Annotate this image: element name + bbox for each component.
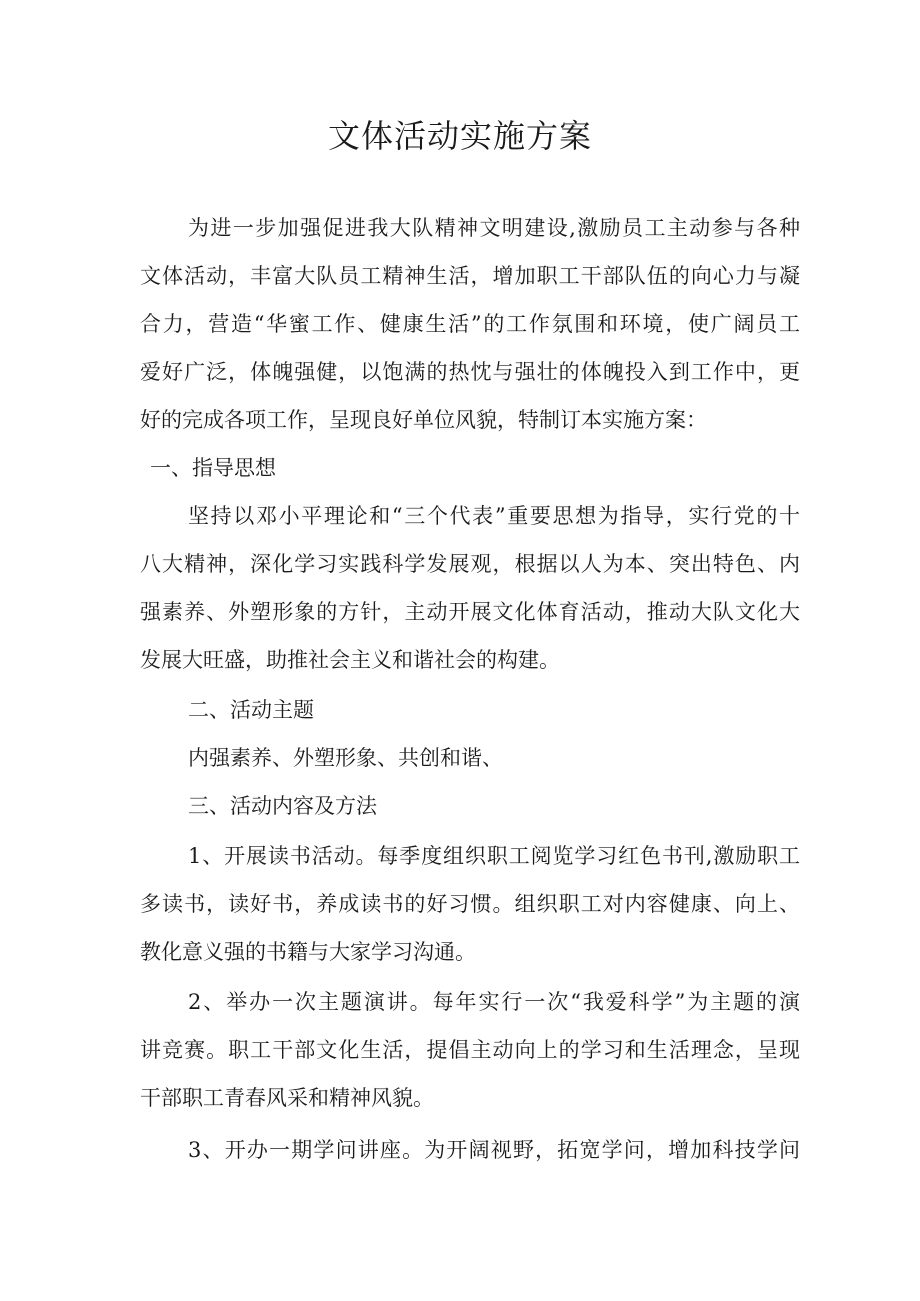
paragraph-line: 内强素养、外塑形象、共创和谐、	[188, 746, 503, 770]
paragraph-line: 1、开展读书活动。每季度组织职工阅览学习红色书刊,激励职工	[188, 844, 800, 868]
paragraph-line: 讲竞赛。职工干部文化生活，提倡主动向上的学习和生活理念，呈现	[140, 1038, 800, 1062]
paragraph-line: 为进一步加强促进我大队精神文明建设,激励员工主动参与各种	[188, 216, 800, 240]
paragraph-line: 干部职工青春风采和精神风貌。	[140, 1086, 434, 1110]
paragraph-line: 强素养、外塑形象的方针，主动开展文化体育活动，推动大队文化大	[140, 600, 800, 624]
paragraph-line: 3、开办一期学问讲座。为开阔视野，拓宽学问，增加科技学问	[188, 1138, 800, 1162]
section-heading-activity-theme: 二、活动主题	[188, 698, 314, 722]
paragraph-line: 爱好广泛，体魄强健，以饱满的热忱与强壮的体魄投入到工作中，更	[140, 360, 800, 384]
paragraph-line: 坚持以邓小平理论和“三个代表”重要思想为指导，实行党的十	[188, 504, 800, 528]
paragraph-line: 发展大旺盛，助推社会主义和谐社会的构建。	[140, 648, 560, 672]
paragraph-line: 合力，营造“华蜜工作、健康生活”的工作氛围和环境，使广阔员工	[140, 312, 800, 336]
paragraph-line: 教化意义强的书籍与大家学习沟通。	[140, 940, 476, 964]
paragraph-line: 好的完成各项工作，呈现良好单位风貌，特制订本实施方案：	[140, 408, 707, 432]
paragraph-line: 文体活动，丰富大队员工精神生活，增加职工干部队伍的向心力与凝	[140, 264, 800, 288]
paragraph-line: 2、举办一次主题演讲。每年实行一次“我爱科学”为主题的演	[188, 990, 800, 1014]
paragraph-line: 多读书，读好书，养成读书的好习惯。组织职工对内容健康、向上、	[140, 892, 800, 916]
paragraph-line: 八大精神，深化学习实践科学发展观，根据以人为本、突出特色、内	[140, 552, 800, 576]
section-heading-activity-content: 三、活动内容及方法	[188, 794, 377, 818]
document-title: 文体活动实施方案	[327, 117, 592, 155]
section-heading-guiding-ideology: 一、指导思想	[150, 456, 276, 480]
